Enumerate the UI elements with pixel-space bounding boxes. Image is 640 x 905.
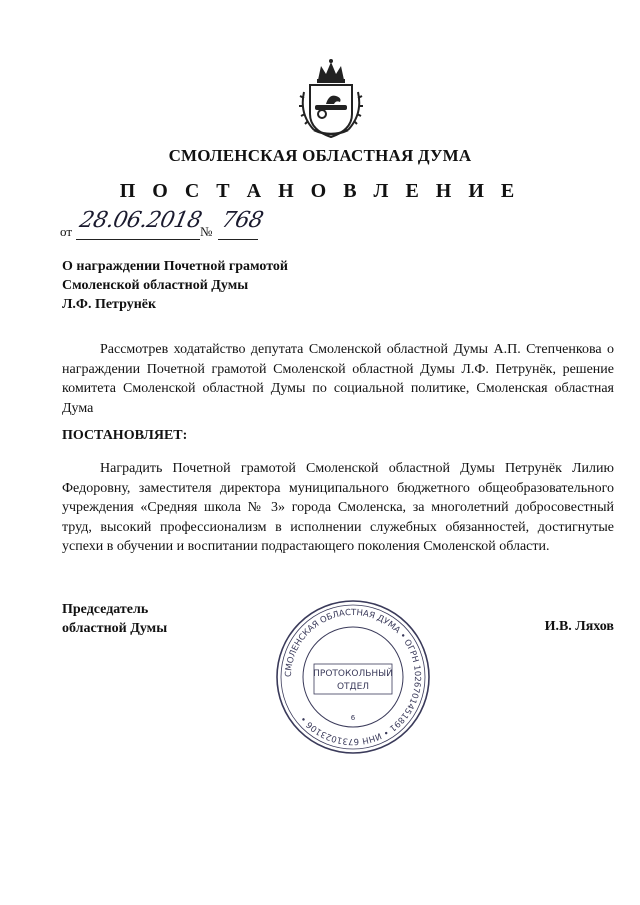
subject-line: Смоленской областной Думы [62, 278, 249, 293]
official-stamp [274, 598, 432, 756]
number-label: № [200, 224, 213, 239]
smolensk-coat-of-arms-icon [296, 58, 366, 140]
stamp-ring-text: СМОЛЕНСКАЯ ОБЛАСТНАЯ ДУМА • ОГРН 1026701451891 • ИНН 6731023106 • [283, 607, 423, 747]
stamp-center-line-1: ПРОТОКОЛЬНЫЙ [313, 669, 393, 679]
body-paragraph-1: Рассмотрев ходатайство депутата Смоленской областной Думы А.П. Степченкова о награждении Почетной грамотой Смоленской областной Думы Л.Ф. Петрунёк, решение комитета Смоленской областной Думы по социальной политике, Смоленская областная Дума [62, 342, 614, 416]
handwritten-date: 28.06.2018 [77, 208, 204, 233]
signer-title [62, 600, 167, 638]
resolves-label: ПОСТАНОВЛЯЕТ: [62, 428, 188, 443]
number-underline [218, 239, 258, 240]
subject-line: Л.Ф. Петрунёк [62, 297, 157, 312]
document-subject [62, 257, 382, 314]
organization-title: СМОЛЕНСКАЯ ОБЛАСТНАЯ ДУМА [168, 146, 472, 165]
stamp-number: 6 [350, 714, 356, 722]
signer-title-line: Председатель [62, 602, 149, 617]
stamp-center-line-2: ОТДЕЛ [336, 682, 370, 692]
date-number-line [60, 208, 320, 238]
signer-title-line: областной Думы [62, 621, 168, 636]
date-underline [76, 239, 200, 240]
subject-line: О награждении Почетной грамотой [62, 259, 288, 274]
from-label: от [60, 224, 73, 239]
handwritten-number: 768 [219, 208, 266, 233]
document-type-title: П О С Т А Н О В Л Е Н И Е [119, 180, 521, 202]
signer-name: И.В. Ляхов [544, 619, 614, 634]
body-paragraph-2: Наградить Почетной грамотой Смоленской областной Думы Петрунёк Лилию Федоровну, заместителя директора муниципального бюджетного общеобразовательного учреждения «Средняя школа № 3» города Смоленска, за многолетний добросовестный труд, высокий профессионализм в исполнении служебных обязанностей, достигнутые успехи в обучении и воспитании подрастающего поколения Смоленской области. [62, 461, 614, 554]
